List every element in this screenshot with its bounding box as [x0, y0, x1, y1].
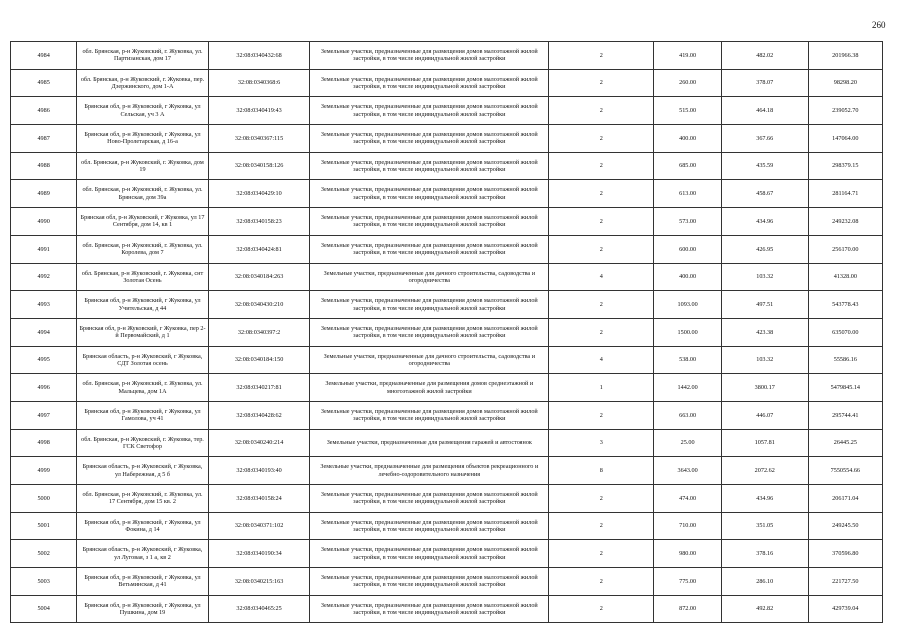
category-cell: 2: [549, 125, 654, 153]
cadastral-value-table: [10, 41, 883, 623]
row-number-cell: 5001: [11, 512, 77, 540]
specific-value-cell: 3800.17: [721, 374, 808, 402]
cadastral-value-cell: 98298.20: [808, 69, 882, 97]
area-cell: 538.00: [654, 346, 721, 374]
specific-value-cell: 464.18: [721, 97, 808, 125]
category-cell: 2: [549, 512, 654, 540]
specific-value-cell: 434.96: [721, 208, 808, 236]
specific-value-cell: 435.59: [721, 152, 808, 180]
cadastral-number-cell: 32:08:0340190:34: [208, 540, 310, 568]
table-row: [11, 180, 883, 208]
table-row: [11, 401, 883, 429]
cadastral-number-cell: 32:08:0340367:115: [208, 125, 310, 153]
category-cell: 2: [549, 152, 654, 180]
cadastral-value-cell: 221727.50: [808, 568, 882, 596]
row-number-cell: 5000: [11, 485, 77, 513]
specific-value-cell: 1057.81: [721, 429, 808, 457]
cadastral-value-cell: 7550554.66: [808, 457, 882, 485]
table-row: [11, 568, 883, 596]
address-cell: обл. Брянская, р-н Жуковский, г. Жуковка, ул. Брянская, дом 39а: [77, 180, 208, 208]
category-cell: 2: [549, 485, 654, 513]
table-row: [11, 42, 883, 70]
row-number-cell: 5002: [11, 540, 77, 568]
address-cell: обл. Брянская, р-н Жуковский, г. Жуковка, тер. ГСК Светофор: [77, 429, 208, 457]
cadastral-value-cell: 26445.25: [808, 429, 882, 457]
cadastral-number-cell: 32:08:0340432:68: [208, 42, 310, 70]
row-number-cell: 4995: [11, 346, 77, 374]
cadastral-number-cell: 32:08:0340158:126: [208, 152, 310, 180]
cadastral-value-cell: 55586.16: [808, 346, 882, 374]
area-cell: 1442.00: [654, 374, 721, 402]
address-cell: Брянская обл, р-н Жуковский, г Жуковка, ул Ветьминская, д 41: [77, 568, 208, 596]
cadastral-number-cell: 32:08:0340240:214: [208, 429, 310, 457]
area-cell: 573.00: [654, 208, 721, 236]
land-use-cell: Земельные участки, предназначенные для размещения домов малоэтажной жилой застройки, в том числе индивидуальной жилой застройки: [310, 568, 549, 596]
area-cell: 685.00: [654, 152, 721, 180]
cadastral-value-cell: 429739.04: [808, 595, 882, 623]
land-use-cell: Земельные участки, предназначенные для размещения домов малоэтажной жилой застройки, в том числе индивидуальной жилой застройки: [310, 125, 549, 153]
area-cell: 710.00: [654, 512, 721, 540]
land-use-cell: Земельные участки, предназначенные для дачного строительства, садоводства и огородничества: [310, 263, 549, 291]
address-cell: обл. Брянская, р-н Жуковский, г. Жуковка, ул. Королева, дом 7: [77, 235, 208, 263]
area-cell: 1500.00: [654, 318, 721, 346]
cadastral-value-cell: 256170.00: [808, 235, 882, 263]
category-cell: 4: [549, 346, 654, 374]
specific-value-cell: 286.10: [721, 568, 808, 596]
address-cell: обл. Брянская, р-н Жуковский, г. Жуковка, снт Золотая Осень: [77, 263, 208, 291]
address-cell: обл. Брянская, р-н Жуковский, г. Жуковка, ул. 17 Сентября, дом 15 кв. 2: [77, 485, 208, 513]
specific-value-cell: 497.51: [721, 291, 808, 319]
category-cell: 2: [549, 291, 654, 319]
table-body: [11, 42, 883, 623]
land-use-cell: Земельные участки, предназначенные для размещения гаражей и автостоянок: [310, 429, 549, 457]
specific-value-cell: 378.16: [721, 540, 808, 568]
row-number-cell: 4996: [11, 374, 77, 402]
table-row: [11, 346, 883, 374]
address-cell: Брянская обл, р-н Жуковский, г Жуковка, ул 17 Сентября, дом 14, кв 1: [77, 208, 208, 236]
category-cell: 2: [549, 208, 654, 236]
table-row: [11, 485, 883, 513]
land-use-cell: Земельные участки, предназначенные для размещения домов малоэтажной жилой застройки, в том числе индивидуальной жилой застройки: [310, 595, 549, 623]
cadastral-number-cell: 32:08:0340158:24: [208, 485, 310, 513]
address-cell: обл. Брянская, р-н Жуковский, г. Жуковка, ул. Партизанская, дом 17: [77, 42, 208, 70]
land-use-cell: Земельные участки, предназначенные для размещения домов малоэтажной жилой застройки, в том числе индивидуальной жилой застройки: [310, 152, 549, 180]
category-cell: 8: [549, 457, 654, 485]
land-use-cell: Земельные участки, предназначенные для размещения домов малоэтажной жилой застройки, в том числе индивидуальной жилой застройки: [310, 318, 549, 346]
specific-value-cell: 426.95: [721, 235, 808, 263]
cadastral-number-cell: 32:08:0340158:23: [208, 208, 310, 236]
address-cell: Брянская область, р-н Жуковский, г Жуковка, ул Луговая, з 1 а, кв 2: [77, 540, 208, 568]
land-use-cell: Земельные участки, предназначенные для размещения домов малоэтажной жилой застройки, в том числе индивидуальной жилой застройки: [310, 512, 549, 540]
land-use-cell: Земельные участки, предназначенные для размещения домов малоэтажной жилой застройки, в том числе индивидуальной жилой застройки: [310, 97, 549, 125]
specific-value-cell: 351.05: [721, 512, 808, 540]
area-cell: 600.00: [654, 235, 721, 263]
area-cell: 25.00: [654, 429, 721, 457]
cadastral-value-cell: 635070.00: [808, 318, 882, 346]
cadastral-value-cell: 370596.80: [808, 540, 882, 568]
page-number: 260: [872, 20, 886, 30]
table-row: [11, 540, 883, 568]
category-cell: 2: [549, 69, 654, 97]
specific-value-cell: 446.07: [721, 401, 808, 429]
specific-value-cell: 2072.62: [721, 457, 808, 485]
row-number-cell: 4990: [11, 208, 77, 236]
cadastral-value-cell: 298379.15: [808, 152, 882, 180]
address-cell: Брянская обл, р-н Жуковский, г Жуковка, ул Фокина, д 14: [77, 512, 208, 540]
row-number-cell: 4985: [11, 69, 77, 97]
land-use-cell: Земельные участки, предназначенные для размещения домов малоэтажной жилой застройки, в том числе индивидуальной жилой застройки: [310, 69, 549, 97]
table-row: [11, 595, 883, 623]
cadastral-number-cell: 32:08:0340215:163: [208, 568, 310, 596]
row-number-cell: 4986: [11, 97, 77, 125]
table-row: [11, 69, 883, 97]
table-row: [11, 291, 883, 319]
cadastral-number-cell: 32:08:0340368:6: [208, 69, 310, 97]
category-cell: 2: [549, 235, 654, 263]
specific-value-cell: 482.02: [721, 42, 808, 70]
address-cell: Брянская обл, р-н Жуковский, г Жуковка, ул Учительская, д 44: [77, 291, 208, 319]
area-cell: 515.00: [654, 97, 721, 125]
specific-value-cell: 103.32: [721, 263, 808, 291]
table-row: [11, 263, 883, 291]
address-cell: Брянская область, р-н Жуковский, г Жуковка, СДТ Золотая осень: [77, 346, 208, 374]
cadastral-number-cell: 32:08:0340465:25: [208, 595, 310, 623]
area-cell: 400.00: [654, 125, 721, 153]
land-use-cell: Земельные участки, предназначенные для размещения объектов рекреационного и лечебно-оздоровительного назначения: [310, 457, 549, 485]
cadastral-value-cell: 543778.43: [808, 291, 882, 319]
table-row: [11, 429, 883, 457]
address-cell: обл. Брянская, р-н Жуковский, г. Жуковка, дом 19: [77, 152, 208, 180]
cadastral-value-cell: 5479845.14: [808, 374, 882, 402]
address-cell: Брянская обл, р-н Жуковский, г Жуковка, ул Гамолова, уч 41: [77, 401, 208, 429]
address-cell: Брянская обл, р-н Жуковский, г Жуковка, ул Ново-Пролетарская, д 16-а: [77, 125, 208, 153]
row-number-cell: 4984: [11, 42, 77, 70]
land-use-cell: Земельные участки, предназначенные для размещения домов малоэтажной жилой застройки, в том числе индивидуальной жилой застройки: [310, 291, 549, 319]
specific-value-cell: 458.67: [721, 180, 808, 208]
address-cell: Брянская обл, р-н Жуковский, г Жуковка, ул Сельская, уч 3 А: [77, 97, 208, 125]
cadastral-value-cell: 281164.71: [808, 180, 882, 208]
table-row: [11, 97, 883, 125]
address-cell: Брянская обл, р-н Жуковский, г Жуковка, пер 2-й Первомайский, д 1: [77, 318, 208, 346]
address-cell: обл. Брянская, р-н Жуковский, г. Жуковка, ул. Мальцева, дом 1А: [77, 374, 208, 402]
specific-value-cell: 367.66: [721, 125, 808, 153]
row-number-cell: 4991: [11, 235, 77, 263]
table-row: [11, 125, 883, 153]
category-cell: 2: [549, 401, 654, 429]
area-cell: 980.00: [654, 540, 721, 568]
area-cell: 3643.00: [654, 457, 721, 485]
specific-value-cell: 103.32: [721, 346, 808, 374]
cadastral-value-cell: 249232.08: [808, 208, 882, 236]
category-cell: 2: [549, 568, 654, 596]
area-cell: 872.00: [654, 595, 721, 623]
cadastral-number-cell: 32:08:0340429:10: [208, 180, 310, 208]
category-cell: 4: [549, 263, 654, 291]
land-use-cell: Земельные участки, предназначенные для размещения домов малоэтажной жилой застройки, в том числе индивидуальной жилой застройки: [310, 485, 549, 513]
table-row: [11, 318, 883, 346]
cadastral-value-cell: 201966.38: [808, 42, 882, 70]
cadastral-value-cell: 147064.00: [808, 125, 882, 153]
specific-value-cell: 423.38: [721, 318, 808, 346]
land-use-cell: Земельные участки, предназначенные для размещения домов малоэтажной жилой застройки, в том числе индивидуальной жилой застройки: [310, 208, 549, 236]
area-cell: 775.00: [654, 568, 721, 596]
cadastral-number-cell: 32:08:0340184:150: [208, 346, 310, 374]
cadastral-number-cell: 32:08:0340428:62: [208, 401, 310, 429]
cadastral-number-cell: 32:08:0340419:43: [208, 97, 310, 125]
table-row: [11, 512, 883, 540]
land-use-cell: Земельные участки, предназначенные для размещения домов малоэтажной жилой застройки, в том числе индивидуальной жилой застройки: [310, 180, 549, 208]
category-cell: 2: [549, 318, 654, 346]
specific-value-cell: 434.96: [721, 485, 808, 513]
category-cell: 2: [549, 595, 654, 623]
table-row: [11, 152, 883, 180]
cadastral-number-cell: 32:08:0340397:2: [208, 318, 310, 346]
row-number-cell: 4998: [11, 429, 77, 457]
row-number-cell: 4992: [11, 263, 77, 291]
cadastral-number-cell: 32:08:0340193:40: [208, 457, 310, 485]
table-row: [11, 457, 883, 485]
category-cell: 2: [549, 97, 654, 125]
address-cell: обл. Брянская, р-н Жуковский, г. Жуковка, пер. Дзержинского, дом 1-А: [77, 69, 208, 97]
category-cell: 3: [549, 429, 654, 457]
cadastral-number-cell: 32:08:0340217:81: [208, 374, 310, 402]
cadastral-number-cell: 32:08:0340371:102: [208, 512, 310, 540]
table-row: [11, 374, 883, 402]
table-row: [11, 208, 883, 236]
land-use-cell: Земельные участки, предназначенные для размещения домов малоэтажной жилой застройки, в том числе индивидуальной жилой застройки: [310, 235, 549, 263]
land-use-cell: Земельные участки, предназначенные для дачного строительства, садоводства и огородничества: [310, 346, 549, 374]
land-use-cell: Земельные участки, предназначенные для размещения домов малоэтажной жилой застройки, в том числе индивидуальной жилой застройки: [310, 42, 549, 70]
area-cell: 613.00: [654, 180, 721, 208]
cadastral-value-cell: 239052.70: [808, 97, 882, 125]
category-cell: 2: [549, 180, 654, 208]
row-number-cell: 5004: [11, 595, 77, 623]
cadastral-value-cell: 295744.41: [808, 401, 882, 429]
cadastral-number-cell: 32:08:0340430:210: [208, 291, 310, 319]
land-use-cell: Земельные участки, предназначенные для размещения домов малоэтажной жилой застройки, в том числе индивидуальной жилой застройки: [310, 540, 549, 568]
category-cell: 2: [549, 540, 654, 568]
cadastral-number-cell: 32:08:0340424:81: [208, 235, 310, 263]
cadastral-number-cell: 32:08:0340184:263: [208, 263, 310, 291]
row-number-cell: 5003: [11, 568, 77, 596]
area-cell: 474.00: [654, 485, 721, 513]
address-cell: Брянская область, р-н Жуковский, г Жуковка, ул Набережная, д 5 б: [77, 457, 208, 485]
land-use-cell: Земельные участки, предназначенные для размещения домов среднеэтажной и многоэтажной жилой застройки: [310, 374, 549, 402]
cadastral-value-cell: 41328.00: [808, 263, 882, 291]
area-cell: 1093.00: [654, 291, 721, 319]
row-number-cell: 4999: [11, 457, 77, 485]
area-cell: 419.00: [654, 42, 721, 70]
row-number-cell: 4988: [11, 152, 77, 180]
category-cell: 2: [549, 42, 654, 70]
row-number-cell: 4993: [11, 291, 77, 319]
land-use-cell: Земельные участки, предназначенные для размещения домов малоэтажной жилой застройки, в том числе индивидуальной жилой застройки: [310, 401, 549, 429]
row-number-cell: 4997: [11, 401, 77, 429]
area-cell: 260.00: [654, 69, 721, 97]
row-number-cell: 4989: [11, 180, 77, 208]
table-row: [11, 235, 883, 263]
area-cell: 400.00: [654, 263, 721, 291]
specific-value-cell: 378.07: [721, 69, 808, 97]
specific-value-cell: 492.82: [721, 595, 808, 623]
cadastral-value-cell: 249245.50: [808, 512, 882, 540]
area-cell: 663.00: [654, 401, 721, 429]
row-number-cell: 4994: [11, 318, 77, 346]
row-number-cell: 4987: [11, 125, 77, 153]
address-cell: Брянская обл, р-н Жуковский, г Жуковка, ул Пушкина, дом 19: [77, 595, 208, 623]
cadastral-value-cell: 206171.04: [808, 485, 882, 513]
category-cell: 1: [549, 374, 654, 402]
